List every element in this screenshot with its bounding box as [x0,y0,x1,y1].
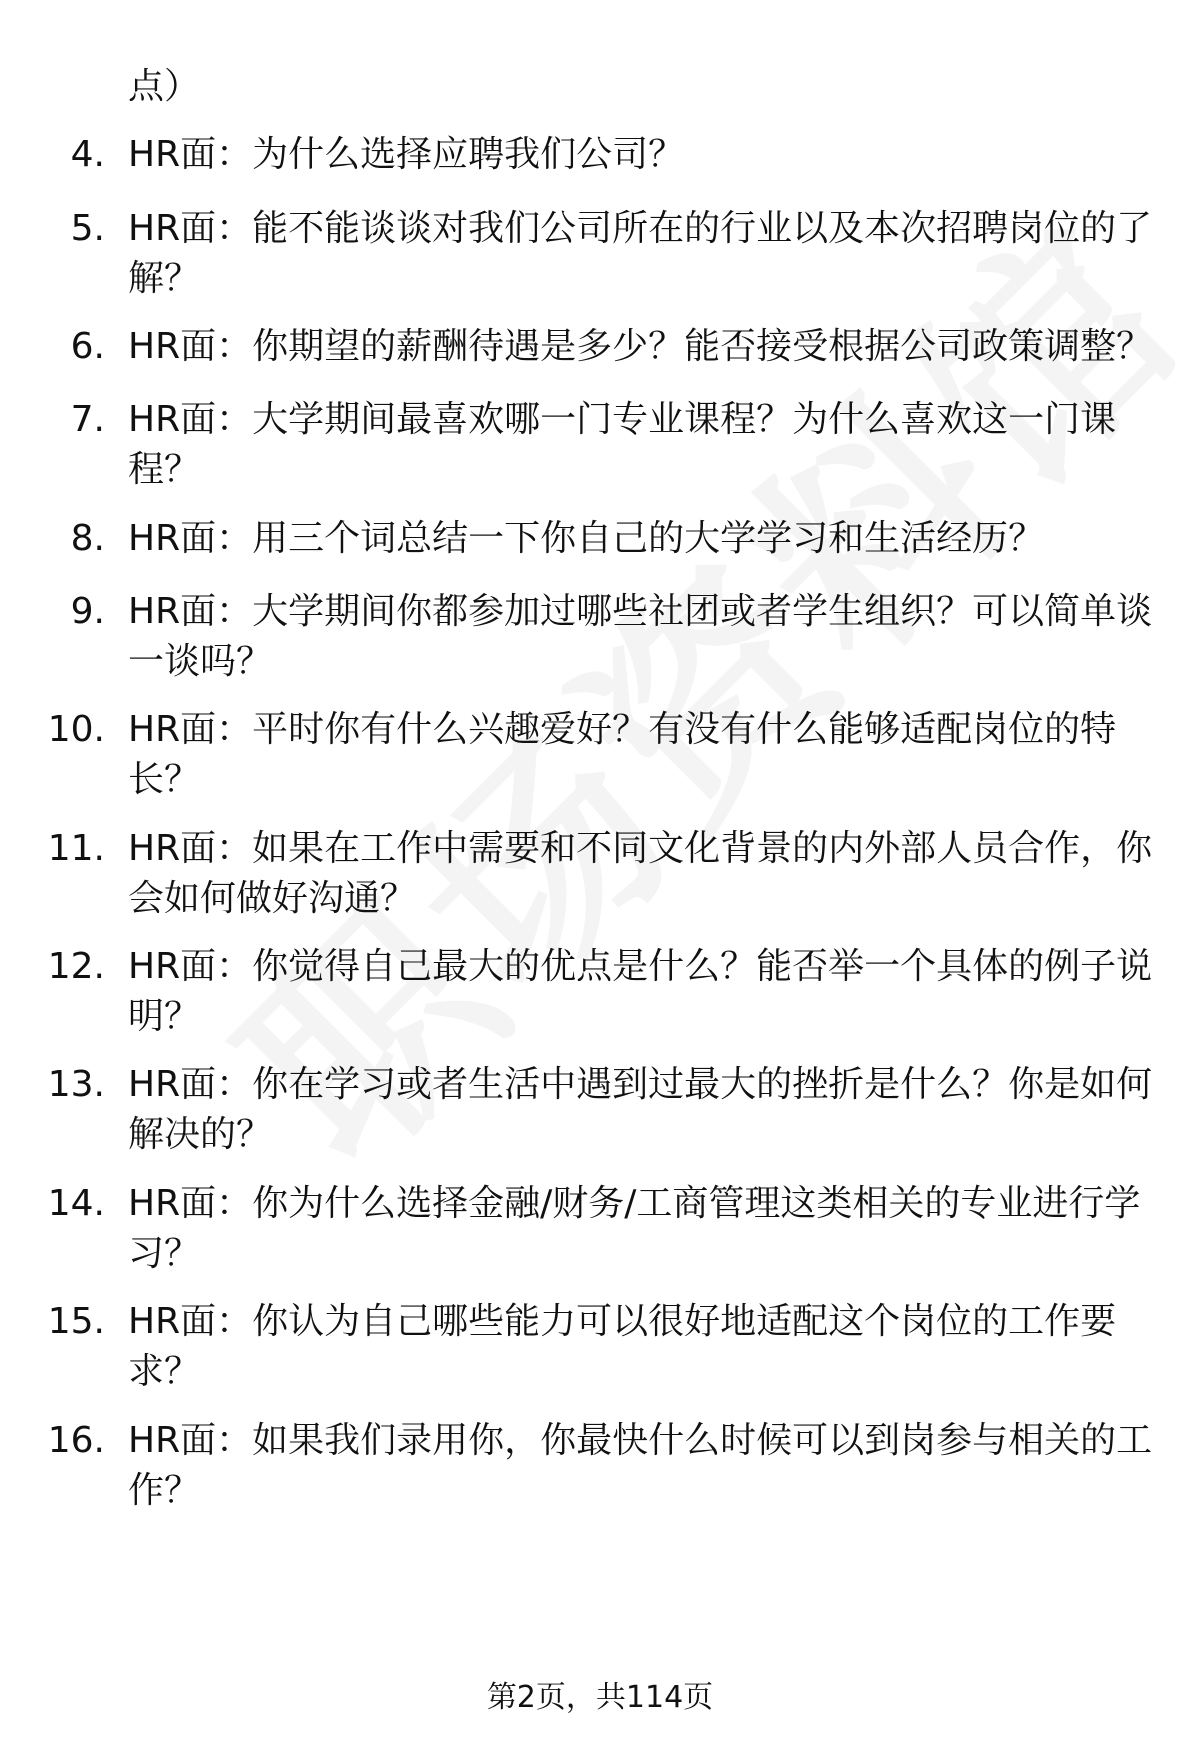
item-text: HR面：用三个词总结一下你自己的大学学习和生活经历？ [128,518,1045,559]
item-text: HR面：大学期间最喜欢哪一门专业课程？为什么喜欢这一门课程？ [128,399,1117,490]
continued-text: 点） [128,66,201,107]
item-text: HR面：大学期间你都参加过哪些社团或者学生组织？可以简单谈一谈吗？ [128,591,1153,682]
item-number: 8. [70,518,105,559]
item-text: HR面：你认为自己哪些能力可以很好地适配这个岗位的工作要求？ [128,1301,1117,1392]
item-text: HR面：如果在工作中需要和不同文化背景的内外部人员合作，你会如何做好沟通？ [128,828,1153,919]
item-number: 6. [70,326,105,367]
item-number: 4. [70,134,105,175]
item-text: HR面：为什么选择应聘我们公司？ [128,134,685,175]
item-number: 14. [47,1183,105,1224]
item-number: 13. [47,1064,105,1105]
item-text: HR面：你为什么选择金融/财务/工商管理这类相关的专业进行学习？ [128,1183,1141,1274]
item-number: 15. [47,1301,105,1342]
item-text: HR面：你期望的薪酬待遇是多少？能否接受根据公司政策调整？ [128,326,1153,367]
page-number-footer: 第2页，共114页 [486,1680,714,1715]
item-text: HR面：你在学习或者生活中遇到过最大的挫折是什么？你是如何解决的？ [128,1064,1153,1155]
item-number: 9. [70,591,105,632]
item-text: HR面：你觉得自己最大的优点是什么？能否举一个具体的例子说明？ [128,946,1153,1037]
item-number: 11. [47,828,105,869]
item-text: HR面：如果我们录用你，你最快什么时候可以到岗参与相关的工作？ [128,1420,1153,1511]
item-number: 7. [70,399,105,440]
item-number: 16. [47,1420,105,1461]
item-text: HR面：平时你有什么兴趣爱好？有没有什么能够适配岗位的特长？ [128,709,1117,800]
item-number: 10. [47,709,105,750]
item-number: 12. [47,946,105,987]
item-number: 5. [70,208,105,249]
item-text: HR面：能不能谈谈对我们公司所在的行业以及本次招聘岗位的了解？ [128,208,1153,299]
